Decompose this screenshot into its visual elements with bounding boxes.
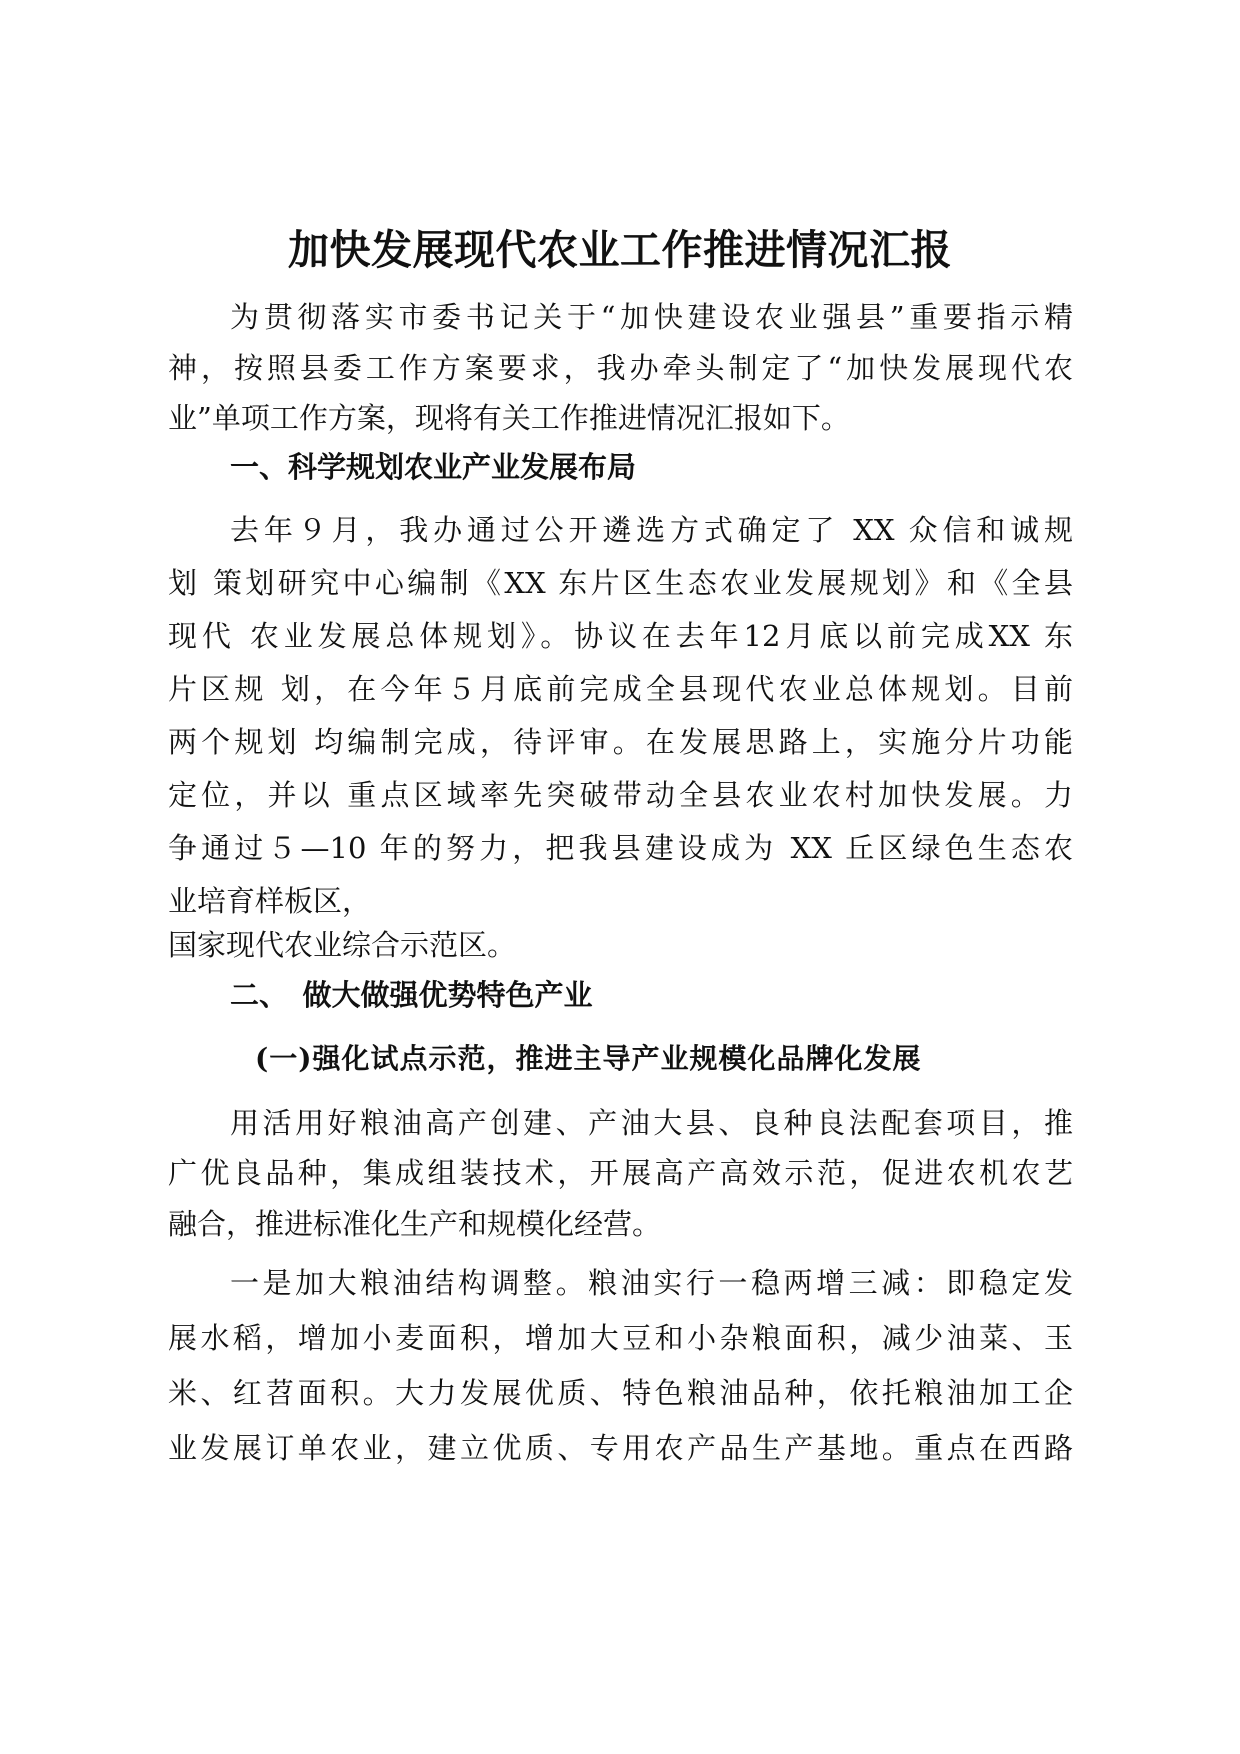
section1-line-2: 划 策划研究中心编制《XX 东片区生态农业发展规划》和《全县 xyxy=(168,566,1073,600)
section1-line-9: 国家现代农业综合示范区。 xyxy=(168,928,517,962)
section1-line-5: 两个规划 均编制完成，待评审。在发展思路上，实施分片功能 xyxy=(168,725,1073,759)
section1-line-7: 争通过５—10 年的努力，把我县建设成为 XX 丘区绿色生态农 xyxy=(168,831,1073,865)
intro-line-3: 业”单项工作方案，现将有关工作推进情况汇报如下。 xyxy=(168,401,850,435)
section1-line-4: 片区规 划，在今年５月底前完成全县现代农业总体规划。目前 xyxy=(168,672,1073,706)
section1-line-6: 定位，并以 重点区域率先突破带动全县农业农村加快发展。力 xyxy=(168,778,1073,812)
section2-para2-line-3: 米、红苕面积。大力发展优质、特色粮油品种，依托粮油加工企 xyxy=(168,1376,1073,1410)
section2-subheading: (一)强化试点示范，推进主导产业规模化品牌化发展 xyxy=(255,1042,922,1075)
section2-para2-line-1: 一是加大粮油结构调整。粮油实行一稳两增三减：即稳定发 xyxy=(230,1266,1073,1300)
section2-para1-line-2: 广优良品种，集成组装技术，开展高产高效示范，促进农机农艺 xyxy=(168,1156,1073,1190)
section2-para1-line-3: 融合，推进标准化生产和规模化经营。 xyxy=(168,1207,662,1241)
document-title: 加快发展现代农业工作推进情况汇报 xyxy=(288,226,952,274)
section1-line-8: 业培育样板区， xyxy=(168,884,372,918)
section2-para2-line-4: 业发展订单农业，建立优质、专用农产品生产基地。重点在西路 xyxy=(168,1431,1073,1465)
section1-line-3: 现代 农业发展总体规划》。协议在去年12月底以前完成XX 东 xyxy=(168,619,1073,653)
intro-line-1: 为贯彻落实市委书记关于“加快建设农业强县”重要指示精 xyxy=(230,300,1073,334)
section2-para2-line-2: 展水稻，增加小麦面积，增加大豆和小杂粮面积，减少油菜、玉 xyxy=(168,1321,1073,1355)
section1-heading: 一、科学规划农业产业发展布局 xyxy=(230,450,637,484)
intro-line-2: 神，按照县委工作方案要求，我办牵头制定了“加快发展现代农 xyxy=(168,351,1073,385)
section1-line-1: 去年９月，我办通过公开遴选方式确定了 XX 众信和诚规 xyxy=(230,513,1073,547)
section2-para1-line-1: 用活用好粮油高产创建、产油大县、良种良法配套项目，推 xyxy=(230,1106,1073,1140)
section2-heading: 二、 做大做强优势特色产业 xyxy=(230,978,593,1012)
